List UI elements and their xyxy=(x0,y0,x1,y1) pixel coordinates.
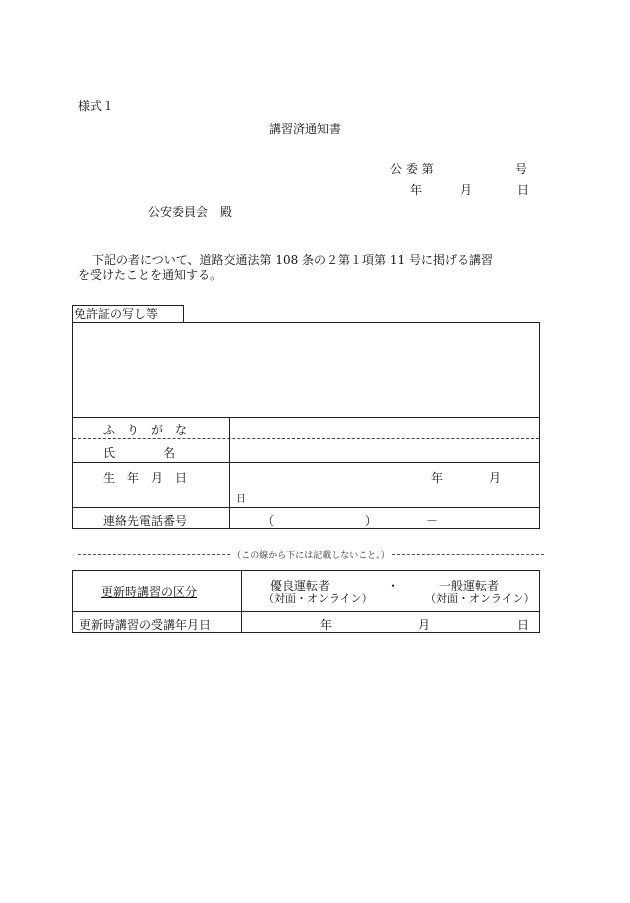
form-label: 様式１ xyxy=(78,99,115,113)
birthdate-year: 年 xyxy=(431,471,444,485)
renewal-year: 年 xyxy=(320,618,333,632)
renewal-date-field[interactable] xyxy=(242,612,539,632)
furigana-label: ふ り が な xyxy=(103,423,188,437)
birthdate-label: 生 年 月 日 xyxy=(103,471,188,485)
cut-line-text: （この線から下には記載しないこと。） xyxy=(232,551,390,561)
option-excellent[interactable]: 優良運転者 xyxy=(270,579,331,593)
option-general[interactable]: 一般運転者 xyxy=(439,579,500,593)
phone-label: 連絡先電話番号 xyxy=(103,514,188,528)
phone-close-paren: ） xyxy=(365,514,378,528)
renewal-day: 日 xyxy=(517,618,530,632)
phone-field[interactable] xyxy=(230,508,539,529)
license-copy-tab xyxy=(72,305,184,322)
issue-number-prefix: 公 委 第 xyxy=(390,162,434,176)
name-field[interactable] xyxy=(230,439,539,462)
license-copy-table xyxy=(72,322,540,529)
issue-number-suffix: 号 xyxy=(515,162,528,176)
license-copy-label: 免許証の写し等 xyxy=(74,307,159,321)
option-excellent-mode: （対面・オンライン） xyxy=(263,592,373,605)
date-year: 年 xyxy=(410,183,423,197)
body-text-line1: 下記の者について、道路交通法第 108 条の２第１項第 11 号に掲げる講習 xyxy=(92,253,493,267)
phone-open-paren: （ xyxy=(262,514,275,528)
renewal-month: 月 xyxy=(418,618,431,632)
birthdate-day: 日 xyxy=(236,494,246,505)
license-image-area xyxy=(73,323,539,417)
name-label: 氏 名 xyxy=(103,446,176,460)
phone-dash: － xyxy=(426,514,439,528)
renewal-date-label: 更新時講習の受講年月日 xyxy=(79,618,212,632)
date-day: 日 xyxy=(517,183,530,197)
date-month: 月 xyxy=(460,183,473,197)
option-general-mode: （対面・オンライン） xyxy=(425,592,535,605)
renewal-table xyxy=(72,570,540,633)
addressee: 公安委員会 殿 xyxy=(148,205,233,219)
cut-line xyxy=(78,548,544,561)
furigana-field[interactable] xyxy=(230,418,539,438)
body-text-line2: を受けたことを通知する。 xyxy=(78,268,223,282)
document-title: 講習済通知書 xyxy=(269,122,342,136)
renewal-category-label: 更新時講習の区分 xyxy=(101,585,198,599)
birthdate-month: 月 xyxy=(489,471,502,485)
option-separator: ・ xyxy=(387,579,400,593)
